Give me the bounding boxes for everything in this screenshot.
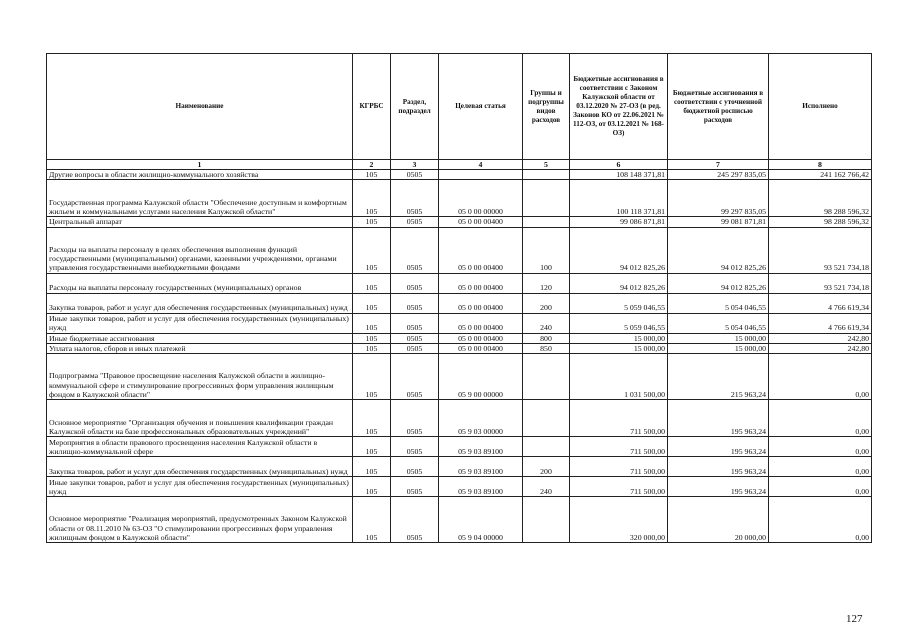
cell-target: 05 0 00 00400 bbox=[439, 293, 523, 313]
cell-assigned: 100 118 371,81 bbox=[570, 180, 668, 217]
cell-executed: 242,80 bbox=[769, 333, 872, 343]
cell-kgrbs: 105 bbox=[353, 457, 391, 477]
cell-section: 0505 bbox=[391, 293, 439, 313]
cell-target: 05 9 04 00000 bbox=[439, 497, 523, 543]
cell-section: 0505 bbox=[391, 180, 439, 217]
cell-group bbox=[523, 437, 570, 457]
cell-executed: 93 521 734,18 bbox=[769, 227, 872, 273]
cell-refined: 245 297 835,05 bbox=[668, 170, 769, 180]
cell-group: 800 bbox=[523, 333, 570, 343]
cell-refined: 5 054 046,55 bbox=[668, 313, 769, 333]
cell-name: Основное мероприятие "Организация обучения и повышения квалификации граждан Калужской области на базе профессиональных образовательных учреждений" bbox=[47, 400, 353, 437]
cell-name: Государственная программа Калужской области "Обеспечение доступным и комфортным жильем и коммунальными услугами населения Калужской области" bbox=[47, 180, 353, 217]
cell-group bbox=[523, 497, 570, 543]
cell-group bbox=[523, 354, 570, 400]
cell-section: 0505 bbox=[391, 313, 439, 333]
cell-kgrbs: 105 bbox=[353, 333, 391, 343]
cell-assigned: 99 086 871,81 bbox=[570, 217, 668, 227]
cell-kgrbs: 105 bbox=[353, 170, 391, 180]
cell-executed: 98 288 596,32 bbox=[769, 180, 872, 217]
cell-refined: 94 012 825,26 bbox=[668, 273, 769, 293]
table-row bbox=[47, 400, 872, 437]
cell-assigned: 94 012 825,26 bbox=[570, 227, 668, 273]
cell-section: 0505 bbox=[391, 400, 439, 437]
table-row bbox=[47, 437, 872, 457]
cell-assigned: 15 000,00 bbox=[570, 343, 668, 353]
cell-group: 200 bbox=[523, 293, 570, 313]
header-refined: Бюджетные ассигнования в соответствии с уточненной бюджетной росписью расходов bbox=[668, 54, 769, 160]
header-assigned: Бюджетные ассигнования в соответствии с Законом Калужской области от 03.12.2020 № 27-ОЗ (в ред. Законов КО от 22.06.2021 № 112-ОЗ, от 03.12.2021 № 168-ОЗ) bbox=[570, 54, 668, 160]
cell-refined: 15 000,00 bbox=[668, 333, 769, 343]
cell-name: Основное мероприятие "Реализация мероприятий, предусмотренных Законом Калужской области от 08.11.2010 № 63-ОЗ "О стимулировании прогрессивных форм управления жилищным фондом в Калужской области" bbox=[47, 497, 353, 543]
cell-group bbox=[523, 180, 570, 217]
cell-target: 05 0 00 00400 bbox=[439, 343, 523, 353]
cell-name: Иные бюджетные ассигнования bbox=[47, 333, 353, 343]
header-kgrbs: КГРБС bbox=[353, 54, 391, 160]
table-row bbox=[47, 180, 872, 217]
cell-kgrbs: 105 bbox=[353, 497, 391, 543]
table-row bbox=[47, 333, 872, 343]
cell-section: 0505 bbox=[391, 333, 439, 343]
cell-name: Центральный аппарат bbox=[47, 217, 353, 227]
cell-target: 05 9 03 89100 bbox=[439, 437, 523, 457]
page-number: 127 bbox=[846, 613, 863, 625]
cell-assigned: 711 500,00 bbox=[570, 400, 668, 437]
cell-group bbox=[523, 170, 570, 180]
cell-kgrbs: 105 bbox=[353, 477, 391, 497]
cell-kgrbs: 105 bbox=[353, 180, 391, 217]
header-group: Группы и подгруппы видов расходов bbox=[523, 54, 570, 160]
cell-name: Иные закупки товаров, работ и услуг для обеспечения государственных (муниципальных) нужд bbox=[47, 477, 353, 497]
cell-group: 200 bbox=[523, 457, 570, 477]
cell-assigned: 711 500,00 bbox=[570, 457, 668, 477]
cell-executed: 0,00 bbox=[769, 497, 872, 543]
header-section: Раздел, подраздел bbox=[391, 54, 439, 160]
cell-group bbox=[523, 217, 570, 227]
table-row bbox=[47, 497, 872, 543]
cell-assigned: 711 500,00 bbox=[570, 437, 668, 457]
cell-kgrbs: 105 bbox=[353, 437, 391, 457]
cell-name: Подпрограмма "Правовое просвещение населения Калужской области в жилищно-коммунальной сфере и стимулирование прогрессивных форм управления жилищным фондом в Калужской области" bbox=[47, 354, 353, 400]
cell-group: 850 bbox=[523, 343, 570, 353]
column-number: 7 bbox=[668, 160, 769, 170]
cell-refined: 215 963,24 bbox=[668, 354, 769, 400]
cell-kgrbs: 105 bbox=[353, 400, 391, 437]
header-executed: Исполнено bbox=[769, 54, 872, 160]
cell-name: Мероприятия в области правового просвещения населения Калужской области в жилищно-коммунальной сфере bbox=[47, 437, 353, 457]
cell-section: 0505 bbox=[391, 227, 439, 273]
column-number: 6 bbox=[570, 160, 668, 170]
cell-target: 05 9 00 00000 bbox=[439, 354, 523, 400]
cell-group: 120 bbox=[523, 273, 570, 293]
cell-target: 05 0 00 00400 bbox=[439, 227, 523, 273]
cell-executed: 4 766 619,34 bbox=[769, 313, 872, 333]
cell-assigned: 1 031 500,00 bbox=[570, 354, 668, 400]
cell-target: 05 0 00 00400 bbox=[439, 273, 523, 293]
cell-target: 05 9 03 89100 bbox=[439, 477, 523, 497]
cell-target: 05 0 00 00400 bbox=[439, 217, 523, 227]
cell-refined: 195 963,24 bbox=[668, 400, 769, 437]
cell-section: 0505 bbox=[391, 457, 439, 477]
cell-assigned: 711 500,00 bbox=[570, 477, 668, 497]
column-number: 8 bbox=[769, 160, 872, 170]
header-name: Наименование bbox=[47, 54, 353, 160]
table-row bbox=[47, 293, 872, 313]
cell-refined: 99 297 835,05 bbox=[668, 180, 769, 217]
cell-name: Уплата налогов, сборов и иных платежей bbox=[47, 343, 353, 353]
cell-group: 240 bbox=[523, 313, 570, 333]
cell-name: Иные закупки товаров, работ и услуг для обеспечения государственных (муниципальных) нужд bbox=[47, 313, 353, 333]
table-row bbox=[47, 354, 872, 400]
cell-group: 100 bbox=[523, 227, 570, 273]
cell-target bbox=[439, 170, 523, 180]
cell-section: 0505 bbox=[391, 477, 439, 497]
column-number: 1 bbox=[47, 160, 353, 170]
header-target: Целевая статья bbox=[439, 54, 523, 160]
cell-executed: 0,00 bbox=[769, 437, 872, 457]
table-row bbox=[47, 170, 872, 180]
table-row bbox=[47, 313, 872, 333]
cell-refined: 94 012 825,26 bbox=[668, 227, 769, 273]
cell-refined: 195 963,24 bbox=[668, 477, 769, 497]
table-row bbox=[47, 343, 872, 353]
column-number: 3 bbox=[391, 160, 439, 170]
cell-assigned: 108 148 371,81 bbox=[570, 170, 668, 180]
cell-executed: 241 162 766,42 bbox=[769, 170, 872, 180]
budget-table bbox=[46, 53, 872, 543]
cell-kgrbs: 105 bbox=[353, 217, 391, 227]
cell-name: Закупка товаров, работ и услуг для обеспечения государственных (муниципальных) нужд bbox=[47, 293, 353, 313]
cell-section: 0505 bbox=[391, 437, 439, 457]
cell-refined: 99 081 871,81 bbox=[668, 217, 769, 227]
column-number: 2 bbox=[353, 160, 391, 170]
cell-refined: 195 963,24 bbox=[668, 437, 769, 457]
cell-name: Расходы на выплаты персоналу в целях обеспечения выполнения функций государственными (муниципальными) органами, казенными учреждениями, органами управления государственными внебюджетными фондами bbox=[47, 227, 353, 273]
cell-name: Другие вопросы в области жилищно-коммунального хозяйства bbox=[47, 170, 353, 180]
cell-name: Закупка товаров, работ и услуг для обеспечения государственных (муниципальных) нужд bbox=[47, 457, 353, 477]
cell-refined: 5 054 046,55 bbox=[668, 293, 769, 313]
column-number-row bbox=[47, 160, 872, 170]
cell-refined: 20 000,00 bbox=[668, 497, 769, 543]
table-row bbox=[47, 273, 872, 293]
cell-executed: 242,80 bbox=[769, 343, 872, 353]
cell-target: 05 9 03 89100 bbox=[439, 457, 523, 477]
table-row bbox=[47, 477, 872, 497]
cell-kgrbs: 105 bbox=[353, 293, 391, 313]
cell-kgrbs: 105 bbox=[353, 313, 391, 333]
table-row bbox=[47, 227, 872, 273]
cell-assigned: 94 012 825,26 bbox=[570, 273, 668, 293]
cell-executed: 4 766 619,34 bbox=[769, 293, 872, 313]
cell-kgrbs: 105 bbox=[353, 227, 391, 273]
cell-refined: 195 963,24 bbox=[668, 457, 769, 477]
cell-target: 05 9 03 00000 bbox=[439, 400, 523, 437]
cell-group bbox=[523, 400, 570, 437]
table-row bbox=[47, 217, 872, 227]
cell-kgrbs: 105 bbox=[353, 343, 391, 353]
cell-name: Расходы на выплаты персоналу государственных (муниципальных) органов bbox=[47, 273, 353, 293]
table-body bbox=[47, 170, 872, 543]
cell-kgrbs: 105 bbox=[353, 354, 391, 400]
cell-executed: 0,00 bbox=[769, 354, 872, 400]
cell-assigned: 5 059 046,55 bbox=[570, 313, 668, 333]
cell-target: 05 0 00 00000 bbox=[439, 180, 523, 217]
cell-section: 0505 bbox=[391, 170, 439, 180]
header-row bbox=[47, 54, 872, 160]
cell-assigned: 320 000,00 bbox=[570, 497, 668, 543]
cell-section: 0505 bbox=[391, 273, 439, 293]
cell-section: 0505 bbox=[391, 354, 439, 400]
cell-assigned: 15 000,00 bbox=[570, 333, 668, 343]
cell-target: 05 0 00 00400 bbox=[439, 333, 523, 343]
cell-group: 240 bbox=[523, 477, 570, 497]
cell-executed: 0,00 bbox=[769, 400, 872, 437]
cell-executed: 93 521 734,18 bbox=[769, 273, 872, 293]
cell-executed: 0,00 bbox=[769, 477, 872, 497]
cell-section: 0505 bbox=[391, 343, 439, 353]
cell-section: 0505 bbox=[391, 497, 439, 543]
cell-kgrbs: 105 bbox=[353, 273, 391, 293]
cell-target: 05 0 00 00400 bbox=[439, 313, 523, 333]
cell-refined: 15 000,00 bbox=[668, 343, 769, 353]
column-number: 4 bbox=[439, 160, 523, 170]
cell-assigned: 5 059 046,55 bbox=[570, 293, 668, 313]
cell-section: 0505 bbox=[391, 217, 439, 227]
cell-executed: 98 288 596,32 bbox=[769, 217, 872, 227]
table-row bbox=[47, 457, 872, 477]
cell-executed: 0,00 bbox=[769, 457, 872, 477]
column-number: 5 bbox=[523, 160, 570, 170]
